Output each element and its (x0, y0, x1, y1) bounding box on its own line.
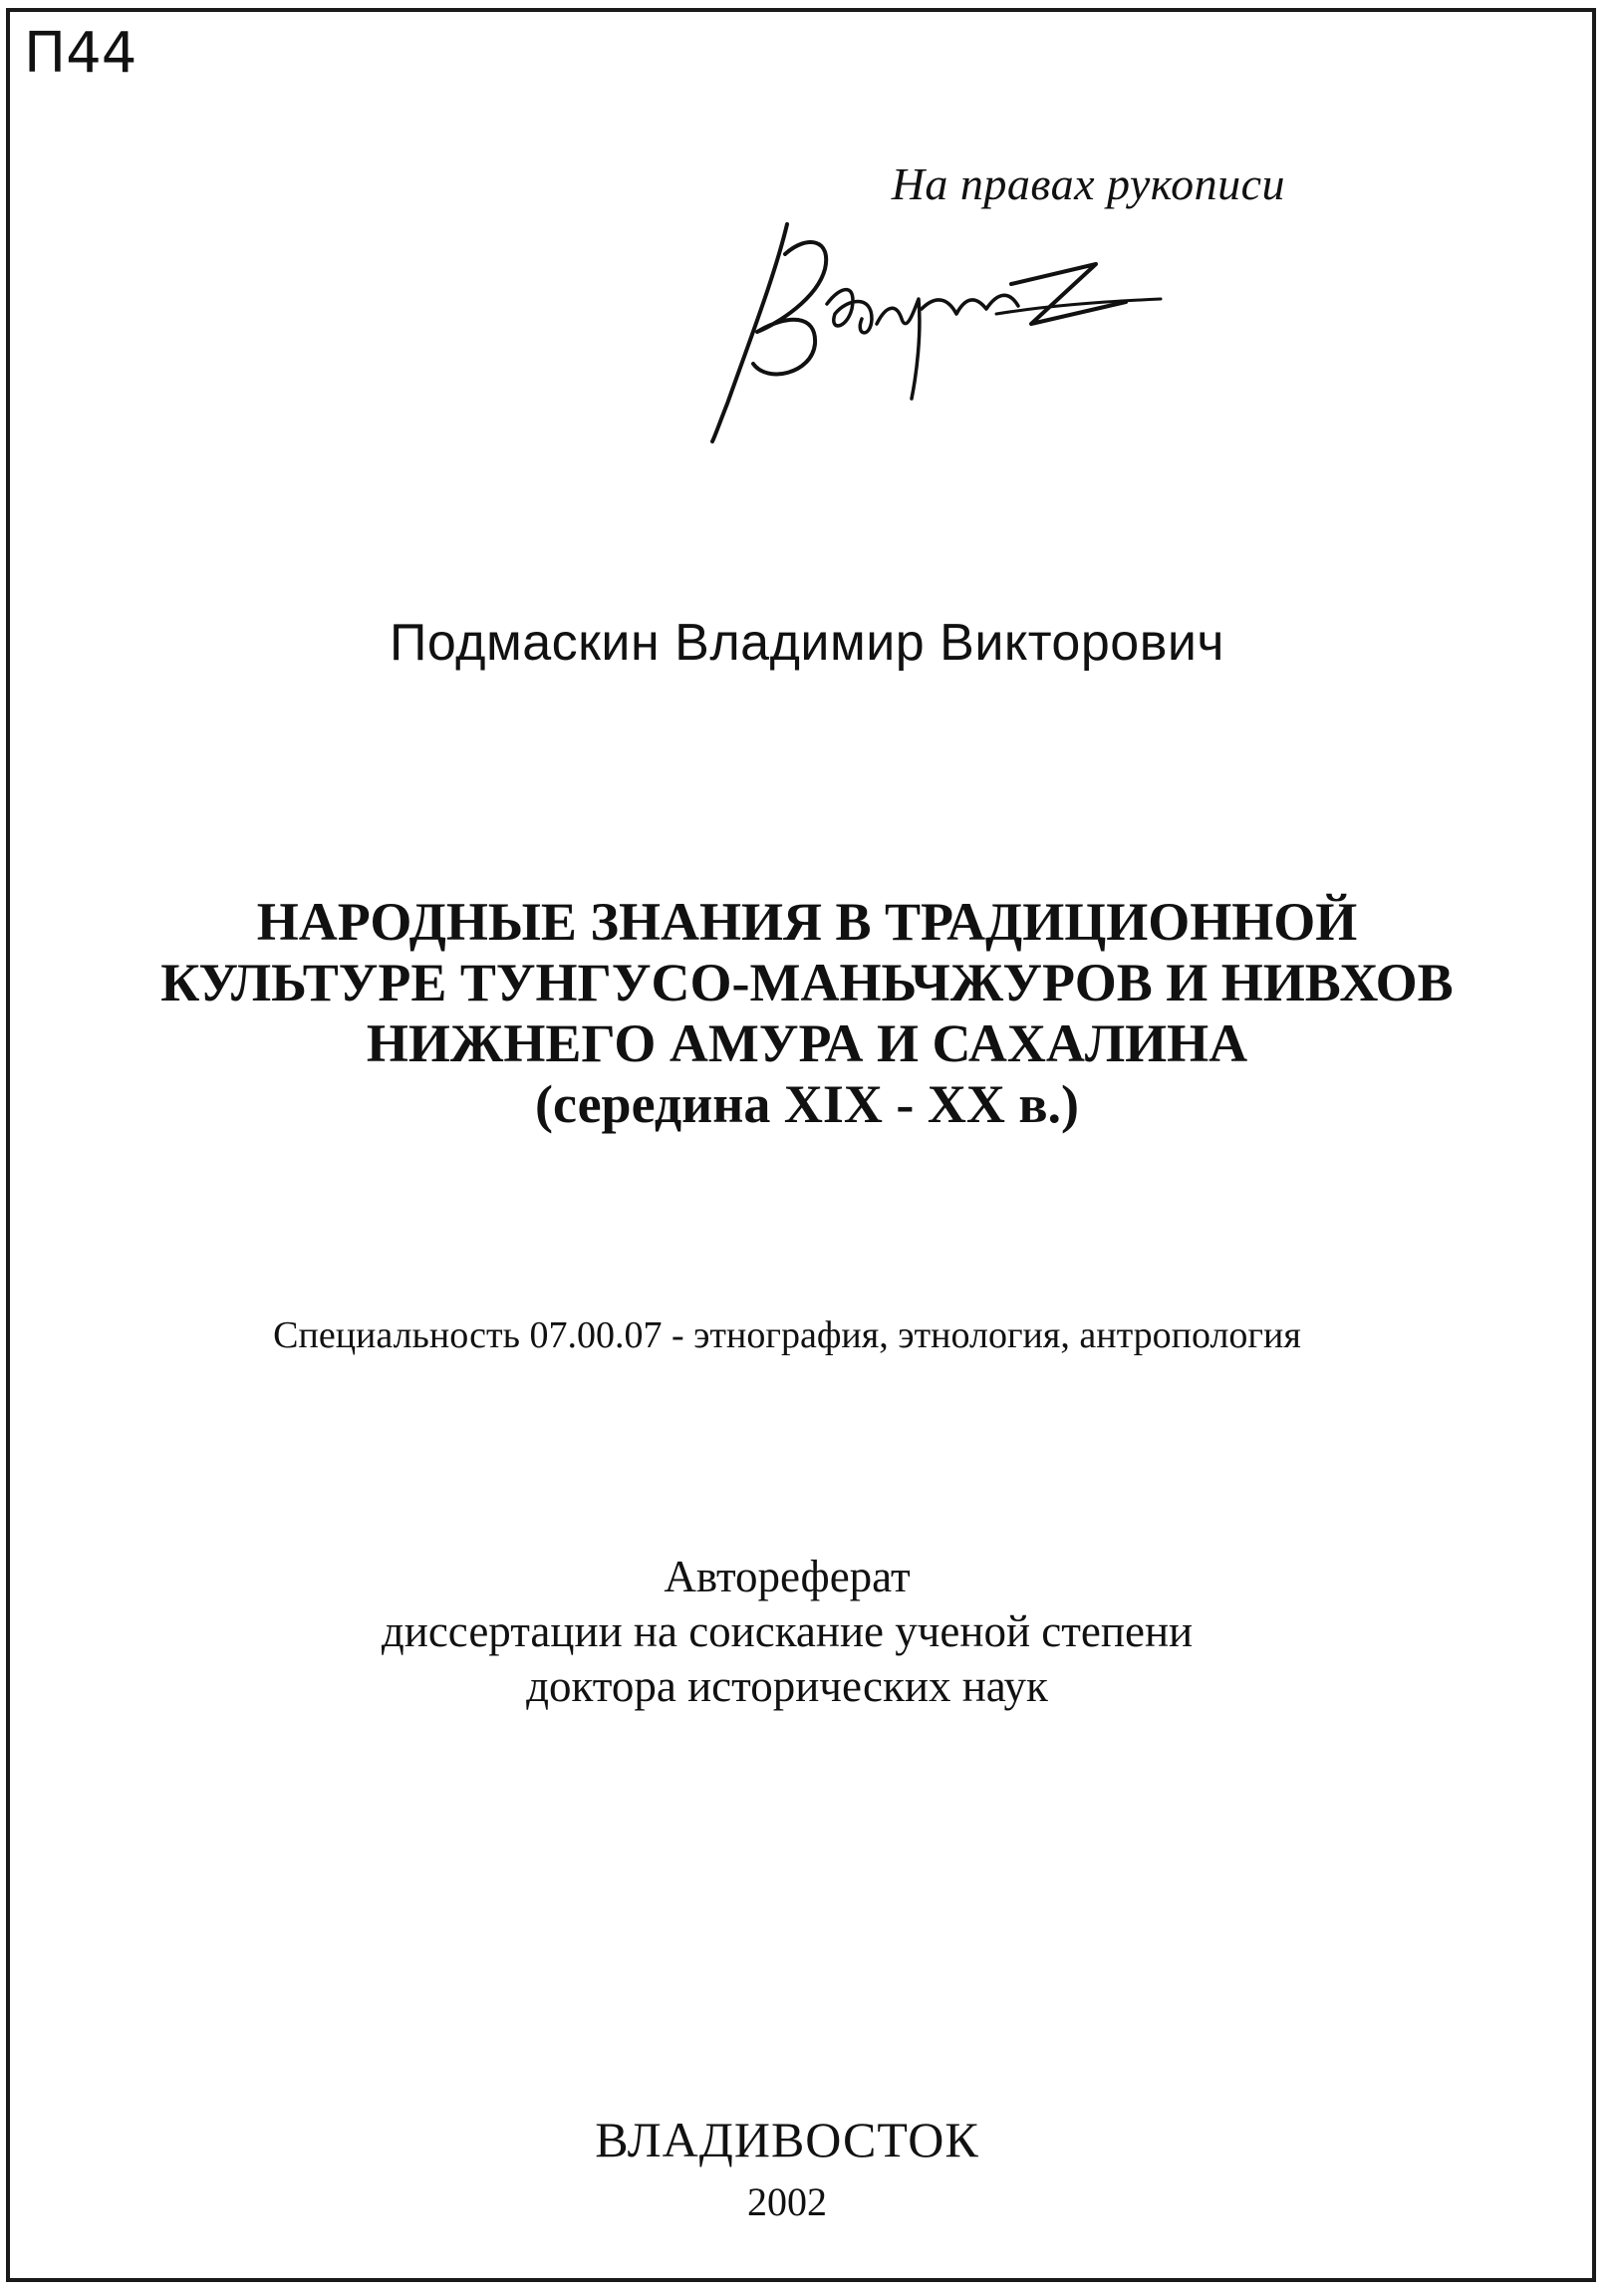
rights-note: На правах рукописи (891, 158, 1285, 209)
specialty-line: Специальность 07.00.07 - этнография, этнология, антропология (273, 1314, 1301, 1356)
city: ВЛАДИВОСТОК (595, 2112, 979, 2167)
title-line-3: НИЖНЕГО АМУРА И САХАЛИНА (366, 1013, 1248, 1073)
abstract-line-2: диссертации на соискание ученой степени (381, 1606, 1194, 1656)
author-name: Подмаскин Владимир Викторович (390, 614, 1224, 672)
handwritten-signature-icon (658, 214, 1176, 443)
dissertation-title (0, 892, 1614, 1135)
title-line-2: КУЛЬТУРЕ ТУНГУСО-МАНЬЧЖУРОВ И НИВХОВ (160, 953, 1454, 1012)
abstract-line-3: доктора исторических наук (526, 1661, 1048, 1711)
title-line-1: НАРОДНЫЕ ЗНАНИЯ В ТРАДИЦИОННОЙ (256, 892, 1358, 952)
svg-text:П44: П44 (24, 21, 137, 84)
abstract-description (0, 1550, 1574, 1714)
title-period: (середина XIX - XX в.) (534, 1074, 1080, 1134)
year: 2002 (747, 2179, 827, 2224)
abstract-line-1: Автореферат (664, 1552, 911, 1601)
handwritten-corner-mark (20, 14, 209, 84)
